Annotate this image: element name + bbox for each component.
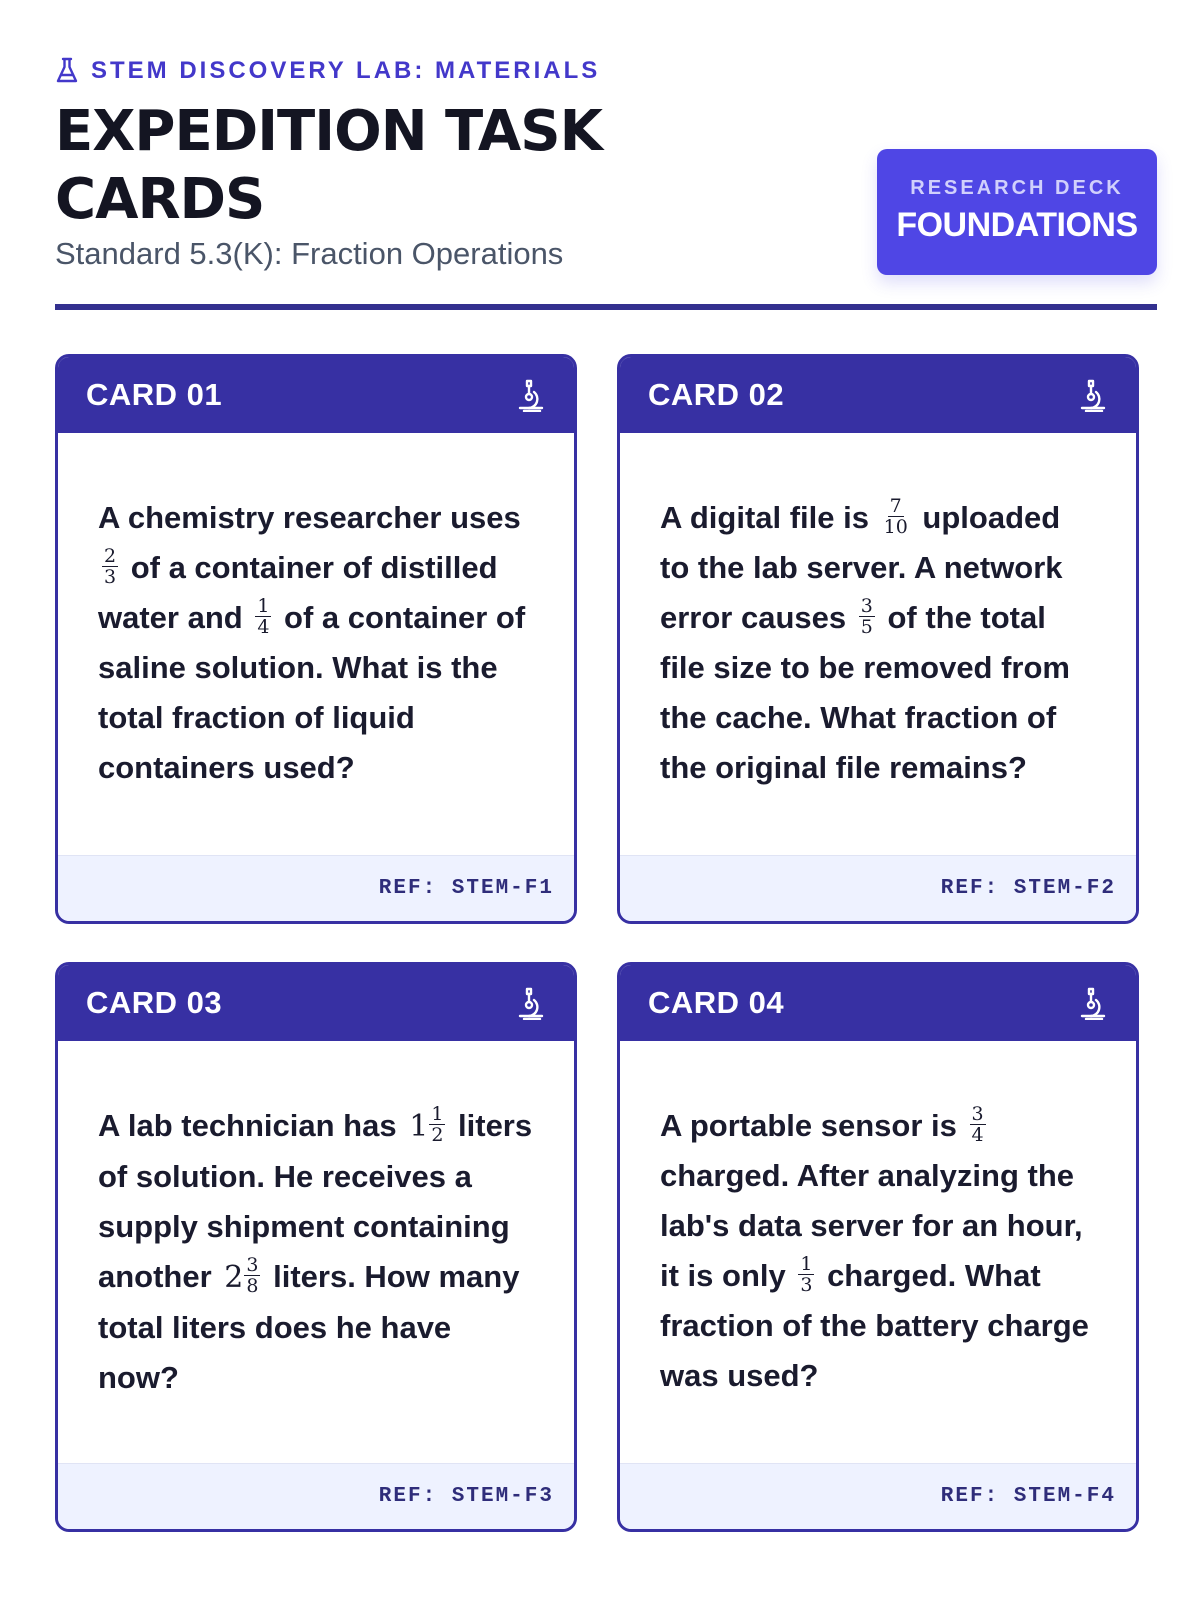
text-segment: A portable sensor is	[660, 1108, 966, 1143]
text-segment: of the total file size to be removed from the cache. What fraction of the original file remains?	[660, 600, 1070, 785]
microscope-icon	[1078, 986, 1108, 1020]
fraction	[970, 1104, 986, 1145]
fraction-denominator: 5	[860, 616, 873, 639]
text-segment: liters. How many total liters does he have now?	[98, 1259, 520, 1395]
fraction-numerator: 2	[104, 545, 117, 568]
fraction	[882, 496, 910, 537]
card-body	[620, 433, 1136, 863]
card-problem-text	[660, 1101, 1096, 1401]
text-segment: of a container of distilled water and	[98, 550, 498, 635]
fraction-denominator: 3	[104, 566, 117, 589]
task-card-04	[617, 962, 1139, 1532]
text-segment: liters of solution. He receives a supply shipment containing another	[98, 1108, 533, 1294]
deck-label: RESEARCH DECK	[910, 177, 1124, 199]
card-body	[620, 1041, 1136, 1471]
card-footer	[58, 855, 574, 921]
task-card-01	[55, 354, 577, 924]
card-problem-text	[660, 493, 1096, 793]
text-segment: of a container of saline solution. What is the total fraction of liquid containers used?	[98, 600, 526, 785]
card-body	[58, 1041, 574, 1471]
text-segment: A chemistry researcher uses	[98, 500, 521, 535]
card-ref: REF: STEM-F3	[378, 1485, 554, 1508]
page-subtitle: Standard 5.3(K): Fraction Operations	[55, 236, 564, 271]
mixed-number-whole: 1	[409, 1109, 429, 1144]
fraction	[798, 1254, 814, 1295]
flask-icon	[55, 57, 79, 85]
card-header	[620, 357, 1136, 433]
header-divider	[55, 304, 1157, 310]
mixed-number-whole: 2	[224, 1260, 244, 1295]
card-body	[58, 433, 574, 863]
fraction-numerator: 7	[889, 495, 902, 518]
page-header	[55, 54, 1157, 310]
fraction	[255, 596, 271, 637]
card-header	[58, 965, 574, 1041]
microscope-icon	[516, 986, 546, 1020]
research-deck-badge	[877, 149, 1157, 275]
card-ref: REF: STEM-F2	[940, 877, 1116, 900]
fraction-denominator: 8	[246, 1275, 259, 1298]
card-title: CARD 01	[86, 377, 223, 412]
card-problem-text	[98, 493, 534, 793]
card-title: CARD 04	[648, 985, 785, 1020]
fraction-denominator: 4	[257, 616, 270, 639]
text-segment: A digital file is	[660, 500, 878, 535]
task-card-03	[55, 962, 577, 1532]
fraction-numerator: 1	[431, 1103, 444, 1126]
fraction-numerator: 3	[246, 1254, 259, 1277]
card-title: CARD 02	[648, 377, 785, 412]
eyebrow-label: STEM DISCOVERY LAB: MATERIALS	[91, 57, 601, 84]
fraction-denominator: 2	[431, 1124, 444, 1147]
page-title: EXPEDITION TASK CARDS	[55, 99, 602, 232]
card-title: CARD 03	[86, 985, 223, 1020]
card-ref: REF: STEM-F4	[940, 1485, 1116, 1508]
fraction	[429, 1104, 445, 1145]
fraction-numerator: 1	[800, 1253, 813, 1276]
card-problem-text	[98, 1101, 534, 1403]
fraction	[859, 596, 875, 637]
microscope-icon	[1078, 378, 1108, 412]
fraction-denominator: 10	[883, 516, 908, 539]
fraction-denominator: 4	[971, 1124, 984, 1147]
text-segment: A lab technician has	[98, 1108, 406, 1143]
card-header	[620, 965, 1136, 1041]
fraction-numerator: 1	[257, 595, 270, 618]
fraction-numerator: 3	[860, 595, 873, 618]
eyebrow	[55, 54, 1157, 88]
deck-value: FOUNDATIONS	[896, 206, 1138, 244]
text-segment: charged. What fraction of the battery charge was used?	[660, 1258, 1089, 1393]
card-footer	[58, 1463, 574, 1529]
card-ref: REF: STEM-F1	[378, 877, 554, 900]
card-header	[58, 357, 574, 433]
fraction-numerator: 3	[971, 1103, 984, 1126]
fraction	[102, 546, 118, 587]
card-footer	[620, 1463, 1136, 1529]
text-segment: charged. After analyzing the lab's data server for an hour, it is only	[660, 1158, 1083, 1293]
fraction-denominator: 3	[800, 1274, 813, 1297]
card-footer	[620, 855, 1136, 921]
fraction	[244, 1255, 260, 1296]
microscope-icon	[516, 378, 546, 412]
task-card-02	[617, 354, 1139, 924]
text-segment: uploaded to the lab server. A network error causes	[660, 500, 1063, 635]
